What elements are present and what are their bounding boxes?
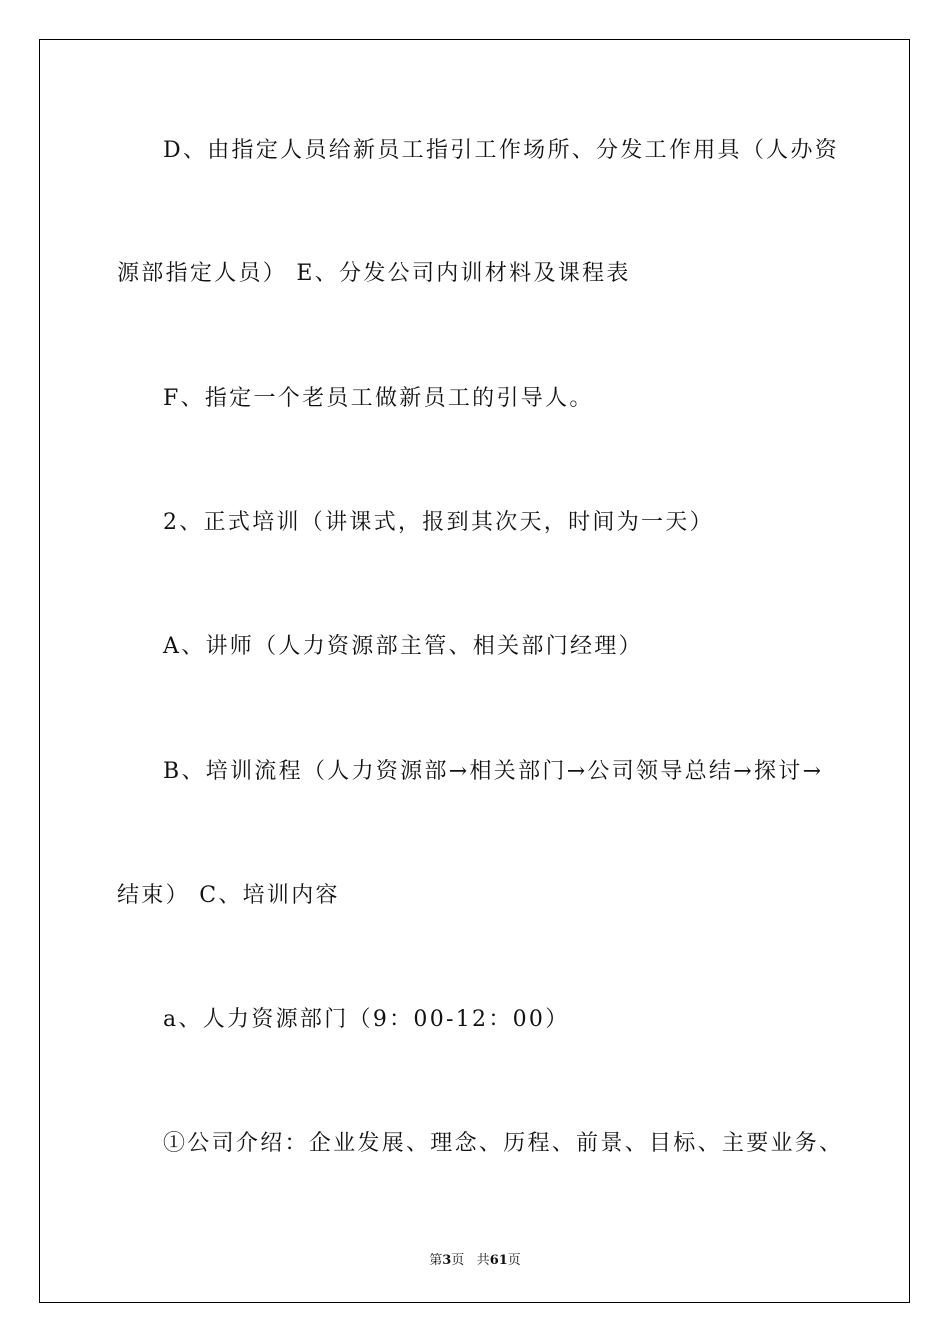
footer-page-number: 3 <box>442 1253 452 1268</box>
text-line-4: 2、正式培训（讲课式，报到其次天，时间为一天） <box>163 510 714 535</box>
page-border <box>39 39 910 1303</box>
footer-page-prefix: 第 <box>429 1253 443 1268</box>
text-line-7: 结束） C、培训内容 <box>117 883 340 908</box>
text-line-2: 源部指定人员） E、分发公司内训材料及课程表 <box>117 261 631 286</box>
text-line-6: B、培训流程（人力资源部→相关部门→公司领导总结→探讨→ <box>163 759 824 784</box>
text-line-3: F、指定一个老员工做新员工的引导人。 <box>163 386 594 411</box>
footer-total-suffix: 页 <box>507 1253 521 1268</box>
footer-page-suffix: 页 <box>451 1253 465 1268</box>
footer-total-prefix: 共 <box>476 1253 490 1268</box>
text-line-8: a、人力资源部门（9：00-12：00） <box>163 1007 570 1032</box>
footer-total-pages: 61 <box>489 1253 508 1268</box>
text-line-9: ①公司介绍：企业发展、理念、历程、前景、目标、主要业务、 <box>163 1131 844 1156</box>
text-line-5: A、讲师（人力资源部主管、相关部门经理） <box>163 634 643 659</box>
page-footer <box>0 1249 950 1268</box>
text-line-1: D、由指定人员给新员工指引工作场所、分发工作用具（人办资 <box>163 138 840 163</box>
